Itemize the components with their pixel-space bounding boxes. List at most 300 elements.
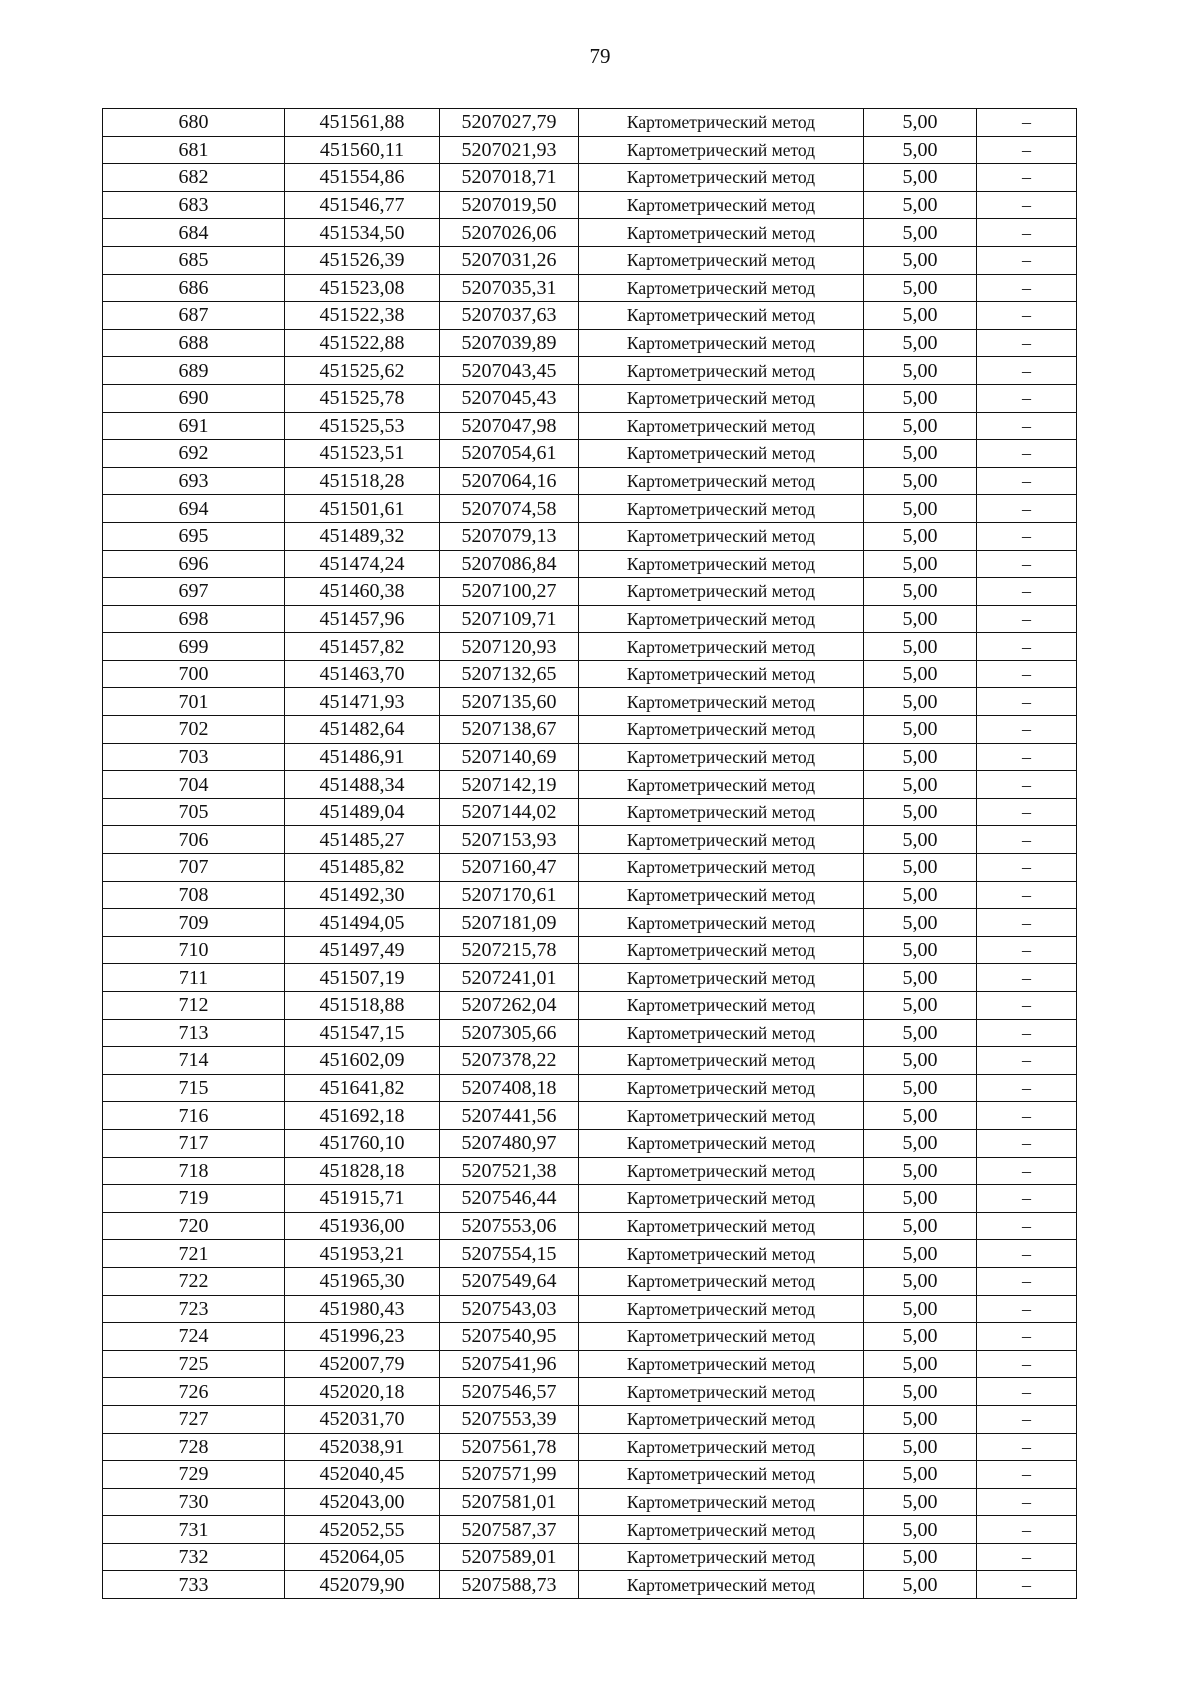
method-cell: Картометрический метод [579,1295,864,1323]
x-coordinate-cell: 452020,18 [285,1378,440,1406]
coordinates-table [102,108,1077,1599]
method-cell: Картометрический метод [579,1074,864,1102]
method-cell: Картометрический метод [579,384,864,412]
y-coordinate-cell: 5207549,64 [440,1267,579,1295]
table-row [103,1047,1077,1075]
accuracy-cell: 5,00 [864,1461,977,1489]
y-coordinate-cell: 5207135,60 [440,688,579,716]
note-cell: – [977,522,1077,550]
y-coordinate-cell: 5207408,18 [440,1074,579,1102]
point-number-cell: 704 [103,771,285,799]
y-coordinate-cell: 5207120,93 [440,633,579,661]
y-coordinate-cell: 5207441,56 [440,1102,579,1130]
accuracy-cell: 5,00 [864,440,977,468]
note-cell: – [977,660,1077,688]
x-coordinate-cell: 451534,50 [285,219,440,247]
table-row [103,219,1077,247]
y-coordinate-cell: 5207521,38 [440,1157,579,1185]
y-coordinate-cell: 5207043,45 [440,357,579,385]
point-number-cell: 690 [103,384,285,412]
method-cell: Картометрический метод [579,881,864,909]
method-cell: Картометрический метод [579,798,864,826]
method-cell: Картометрический метод [579,1157,864,1185]
accuracy-cell: 5,00 [864,109,977,137]
point-number-cell: 712 [103,992,285,1020]
point-number-cell: 721 [103,1240,285,1268]
x-coordinate-cell: 452038,91 [285,1433,440,1461]
x-coordinate-cell: 451457,82 [285,633,440,661]
x-coordinate-cell: 451561,88 [285,109,440,137]
table-row [103,1295,1077,1323]
method-cell: Картометрический метод [579,136,864,164]
note-cell: – [977,1433,1077,1461]
point-number-cell: 685 [103,246,285,274]
accuracy-cell: 5,00 [864,274,977,302]
x-coordinate-cell: 452043,00 [285,1488,440,1516]
accuracy-cell: 5,00 [864,1267,977,1295]
accuracy-cell: 5,00 [864,246,977,274]
point-number-cell: 697 [103,578,285,606]
note-cell: – [977,219,1077,247]
note-cell: – [977,1212,1077,1240]
accuracy-cell: 5,00 [864,1074,977,1102]
table-row [103,1267,1077,1295]
note-cell: – [977,1267,1077,1295]
table-row [103,1571,1077,1599]
y-coordinate-cell: 5207086,84 [440,550,579,578]
table-row [103,1433,1077,1461]
accuracy-cell: 5,00 [864,191,977,219]
x-coordinate-cell: 451507,19 [285,964,440,992]
accuracy-cell: 5,00 [864,1488,977,1516]
y-coordinate-cell: 5207541,96 [440,1350,579,1378]
note-cell: – [977,136,1077,164]
accuracy-cell: 5,00 [864,688,977,716]
point-number-cell: 708 [103,881,285,909]
note-cell: – [977,191,1077,219]
point-number-cell: 692 [103,440,285,468]
note-cell: – [977,1157,1077,1185]
accuracy-cell: 5,00 [864,467,977,495]
method-cell: Картометрический метод [579,1185,864,1213]
point-number-cell: 726 [103,1378,285,1406]
accuracy-cell: 5,00 [864,1433,977,1461]
method-cell: Картометрический метод [579,1461,864,1489]
x-coordinate-cell: 451546,77 [285,191,440,219]
x-coordinate-cell: 451523,51 [285,440,440,468]
accuracy-cell: 5,00 [864,909,977,937]
point-number-cell: 716 [103,1102,285,1130]
x-coordinate-cell: 451489,04 [285,798,440,826]
point-number-cell: 688 [103,329,285,357]
point-number-cell: 702 [103,716,285,744]
accuracy-cell: 5,00 [864,329,977,357]
page-number: 79 [589,44,611,68]
note-cell: – [977,771,1077,799]
note-cell: – [977,633,1077,661]
y-coordinate-cell: 5207142,19 [440,771,579,799]
method-cell: Картометрический метод [579,412,864,440]
x-coordinate-cell: 451463,70 [285,660,440,688]
table-row [103,274,1077,302]
method-cell: Картометрический метод [579,1267,864,1295]
method-cell: Картометрический метод [579,467,864,495]
accuracy-cell: 5,00 [864,1185,977,1213]
method-cell: Картометрический метод [579,716,864,744]
point-number-cell: 731 [103,1516,285,1544]
x-coordinate-cell: 451692,18 [285,1102,440,1130]
y-coordinate-cell: 5207480,97 [440,1129,579,1157]
accuracy-cell: 5,00 [864,633,977,661]
accuracy-cell: 5,00 [864,605,977,633]
note-cell: – [977,1240,1077,1268]
accuracy-cell: 5,00 [864,578,977,606]
note-cell: – [977,550,1077,578]
table-row [103,357,1077,385]
table-row [103,412,1077,440]
x-coordinate-cell: 451494,05 [285,909,440,937]
x-coordinate-cell: 451760,10 [285,1129,440,1157]
table-row [103,1129,1077,1157]
point-number-cell: 729 [103,1461,285,1489]
accuracy-cell: 5,00 [864,1212,977,1240]
method-cell: Картометрический метод [579,1102,864,1130]
accuracy-cell: 5,00 [864,1157,977,1185]
table-row [103,854,1077,882]
accuracy-cell: 5,00 [864,302,977,330]
x-coordinate-cell: 451485,82 [285,854,440,882]
point-number-cell: 724 [103,1323,285,1351]
note-cell: – [977,1102,1077,1130]
note-cell: – [977,164,1077,192]
table-row [103,191,1077,219]
point-number-cell: 710 [103,936,285,964]
point-number-cell: 706 [103,826,285,854]
method-cell: Картометрический метод [579,633,864,661]
accuracy-cell: 5,00 [864,826,977,854]
table-row [103,1516,1077,1544]
table-row [103,550,1077,578]
y-coordinate-cell: 5207241,01 [440,964,579,992]
x-coordinate-cell: 452079,90 [285,1571,440,1599]
y-coordinate-cell: 5207215,78 [440,936,579,964]
point-number-cell: 698 [103,605,285,633]
note-cell: – [977,964,1077,992]
method-cell: Картометрический метод [579,1129,864,1157]
note-cell: – [977,440,1077,468]
x-coordinate-cell: 451489,32 [285,522,440,550]
accuracy-cell: 5,00 [864,743,977,771]
x-coordinate-cell: 451522,88 [285,329,440,357]
method-cell: Картометрический метод [579,1516,864,1544]
y-coordinate-cell: 5207037,63 [440,302,579,330]
accuracy-cell: 5,00 [864,1571,977,1599]
y-coordinate-cell: 5207027,79 [440,109,579,137]
x-coordinate-cell: 451560,11 [285,136,440,164]
method-cell: Картометрический метод [579,164,864,192]
note-cell: – [977,936,1077,964]
method-cell: Картометрический метод [579,1240,864,1268]
y-coordinate-cell: 5207109,71 [440,605,579,633]
y-coordinate-cell: 5207047,98 [440,412,579,440]
table-row [103,716,1077,744]
table-row [103,1405,1077,1433]
table-row [103,467,1077,495]
table-row [103,771,1077,799]
method-cell: Картометрический метод [579,1323,864,1351]
x-coordinate-cell: 451518,28 [285,467,440,495]
method-cell: Картометрический метод [579,771,864,799]
note-cell: – [977,909,1077,937]
note-cell: – [977,605,1077,633]
y-coordinate-cell: 5207045,43 [440,384,579,412]
accuracy-cell: 5,00 [864,1240,977,1268]
table-row [103,605,1077,633]
point-number-cell: 694 [103,495,285,523]
y-coordinate-cell: 5207021,93 [440,136,579,164]
y-coordinate-cell: 5207546,57 [440,1378,579,1406]
point-number-cell: 709 [103,909,285,937]
x-coordinate-cell: 451915,71 [285,1185,440,1213]
method-cell: Картометрический метод [579,329,864,357]
table-row [103,992,1077,1020]
note-cell: – [977,1323,1077,1351]
method-cell: Картометрический метод [579,1350,864,1378]
point-number-cell: 693 [103,467,285,495]
table-row [103,1102,1077,1130]
accuracy-cell: 5,00 [864,1323,977,1351]
x-coordinate-cell: 451965,30 [285,1267,440,1295]
table-row [103,936,1077,964]
x-coordinate-cell: 451525,78 [285,384,440,412]
y-coordinate-cell: 5207019,50 [440,191,579,219]
method-cell: Картометрический метод [579,357,864,385]
note-cell: – [977,246,1077,274]
point-number-cell: 719 [103,1185,285,1213]
table-row [103,1212,1077,1240]
accuracy-cell: 5,00 [864,1350,977,1378]
table-row [103,826,1077,854]
y-coordinate-cell: 5207543,03 [440,1295,579,1323]
y-coordinate-cell: 5207132,65 [440,660,579,688]
y-coordinate-cell: 5207262,04 [440,992,579,1020]
y-coordinate-cell: 5207039,89 [440,329,579,357]
note-cell: – [977,1295,1077,1323]
table-row [103,688,1077,716]
point-number-cell: 695 [103,522,285,550]
y-coordinate-cell: 5207170,61 [440,881,579,909]
table-row [103,964,1077,992]
accuracy-cell: 5,00 [864,716,977,744]
point-number-cell: 689 [103,357,285,385]
y-coordinate-cell: 5207581,01 [440,1488,579,1516]
point-number-cell: 707 [103,854,285,882]
x-coordinate-cell: 451501,61 [285,495,440,523]
method-cell: Картометрический метод [579,964,864,992]
point-number-cell: 727 [103,1405,285,1433]
point-number-cell: 715 [103,1074,285,1102]
point-number-cell: 681 [103,136,285,164]
accuracy-cell: 5,00 [864,384,977,412]
accuracy-cell: 5,00 [864,164,977,192]
accuracy-cell: 5,00 [864,357,977,385]
x-coordinate-cell: 451460,38 [285,578,440,606]
method-cell: Картометрический метод [579,219,864,247]
table-row [103,1350,1077,1378]
y-coordinate-cell: 5207540,95 [440,1323,579,1351]
note-cell: – [977,1047,1077,1075]
x-coordinate-cell: 452007,79 [285,1350,440,1378]
x-coordinate-cell: 451482,64 [285,716,440,744]
note-cell: – [977,1378,1077,1406]
note-cell: – [977,716,1077,744]
method-cell: Картометрический метод [579,1212,864,1240]
x-coordinate-cell: 451641,82 [285,1074,440,1102]
method-cell: Картометрический метод [579,109,864,137]
accuracy-cell: 5,00 [864,1543,977,1571]
x-coordinate-cell: 451471,93 [285,688,440,716]
point-number-cell: 725 [103,1350,285,1378]
x-coordinate-cell: 451485,27 [285,826,440,854]
point-number-cell: 711 [103,964,285,992]
table-row [103,1461,1077,1489]
y-coordinate-cell: 5207554,15 [440,1240,579,1268]
table-row [103,302,1077,330]
accuracy-cell: 5,00 [864,1047,977,1075]
point-number-cell: 705 [103,798,285,826]
method-cell: Картометрический метод [579,1047,864,1075]
y-coordinate-cell: 5207553,06 [440,1212,579,1240]
x-coordinate-cell: 451492,30 [285,881,440,909]
y-coordinate-cell: 5207064,16 [440,467,579,495]
accuracy-cell: 5,00 [864,550,977,578]
accuracy-cell: 5,00 [864,1129,977,1157]
table-row [103,578,1077,606]
y-coordinate-cell: 5207140,69 [440,743,579,771]
note-cell: – [977,329,1077,357]
accuracy-cell: 5,00 [864,1516,977,1544]
y-coordinate-cell: 5207587,37 [440,1516,579,1544]
point-number-cell: 700 [103,660,285,688]
point-number-cell: 680 [103,109,285,137]
note-cell: – [977,992,1077,1020]
accuracy-cell: 5,00 [864,771,977,799]
table-row [103,495,1077,523]
accuracy-cell: 5,00 [864,412,977,440]
x-coordinate-cell: 451457,96 [285,605,440,633]
note-cell: – [977,274,1077,302]
point-number-cell: 691 [103,412,285,440]
point-number-cell: 722 [103,1267,285,1295]
note-cell: – [977,798,1077,826]
x-coordinate-cell: 451525,62 [285,357,440,385]
method-cell: Картометрический метод [579,1433,864,1461]
y-coordinate-cell: 5207138,67 [440,716,579,744]
note-cell: – [977,854,1077,882]
method-cell: Картометрический метод [579,302,864,330]
point-number-cell: 713 [103,1019,285,1047]
y-coordinate-cell: 5207144,02 [440,798,579,826]
method-cell: Картометрический метод [579,550,864,578]
accuracy-cell: 5,00 [864,219,977,247]
note-cell: – [977,1488,1077,1516]
note-cell: – [977,688,1077,716]
method-cell: Картометрический метод [579,1488,864,1516]
accuracy-cell: 5,00 [864,495,977,523]
note-cell: – [977,1461,1077,1489]
y-coordinate-cell: 5207018,71 [440,164,579,192]
table-row [103,1543,1077,1571]
note-cell: – [977,1350,1077,1378]
accuracy-cell: 5,00 [864,1295,977,1323]
method-cell: Картометрический метод [579,522,864,550]
note-cell: – [977,495,1077,523]
accuracy-cell: 5,00 [864,136,977,164]
note-cell: – [977,1185,1077,1213]
coordinates-table-body [103,109,1077,1599]
point-number-cell: 703 [103,743,285,771]
y-coordinate-cell: 5207571,99 [440,1461,579,1489]
table-row [103,1019,1077,1047]
x-coordinate-cell: 451953,21 [285,1240,440,1268]
accuracy-cell: 5,00 [864,1102,977,1130]
y-coordinate-cell: 5207153,93 [440,826,579,854]
note-cell: – [977,384,1077,412]
table-row [103,909,1077,937]
point-number-cell: 733 [103,1571,285,1599]
table-row [103,1240,1077,1268]
method-cell: Картометрический метод [579,1405,864,1433]
x-coordinate-cell: 451525,53 [285,412,440,440]
x-coordinate-cell: 451602,09 [285,1047,440,1075]
note-cell: – [977,1571,1077,1599]
note-cell: – [977,1129,1077,1157]
note-cell: – [977,743,1077,771]
x-coordinate-cell: 451486,91 [285,743,440,771]
point-number-cell: 730 [103,1488,285,1516]
accuracy-cell: 5,00 [864,1405,977,1433]
point-number-cell: 683 [103,191,285,219]
table-row [103,1378,1077,1406]
point-number-cell: 701 [103,688,285,716]
point-number-cell: 723 [103,1295,285,1323]
y-coordinate-cell: 5207378,22 [440,1047,579,1075]
table-row [103,1488,1077,1516]
table-row [103,1157,1077,1185]
method-cell: Картометрический метод [579,826,864,854]
accuracy-cell: 5,00 [864,881,977,909]
table-row [103,136,1077,164]
point-number-cell: 684 [103,219,285,247]
method-cell: Картометрический метод [579,440,864,468]
x-coordinate-cell: 451547,15 [285,1019,440,1047]
y-coordinate-cell: 5207074,58 [440,495,579,523]
method-cell: Картометрический метод [579,1571,864,1599]
x-coordinate-cell: 452040,45 [285,1461,440,1489]
accuracy-cell: 5,00 [864,798,977,826]
method-cell: Картометрический метод [579,909,864,937]
accuracy-cell: 5,00 [864,936,977,964]
point-number-cell: 732 [103,1543,285,1571]
accuracy-cell: 5,00 [864,1019,977,1047]
accuracy-cell: 5,00 [864,1378,977,1406]
note-cell: – [977,881,1077,909]
point-number-cell: 682 [103,164,285,192]
y-coordinate-cell: 5207031,26 [440,246,579,274]
y-coordinate-cell: 5207181,09 [440,909,579,937]
point-number-cell: 696 [103,550,285,578]
method-cell: Картометрический метод [579,1543,864,1571]
